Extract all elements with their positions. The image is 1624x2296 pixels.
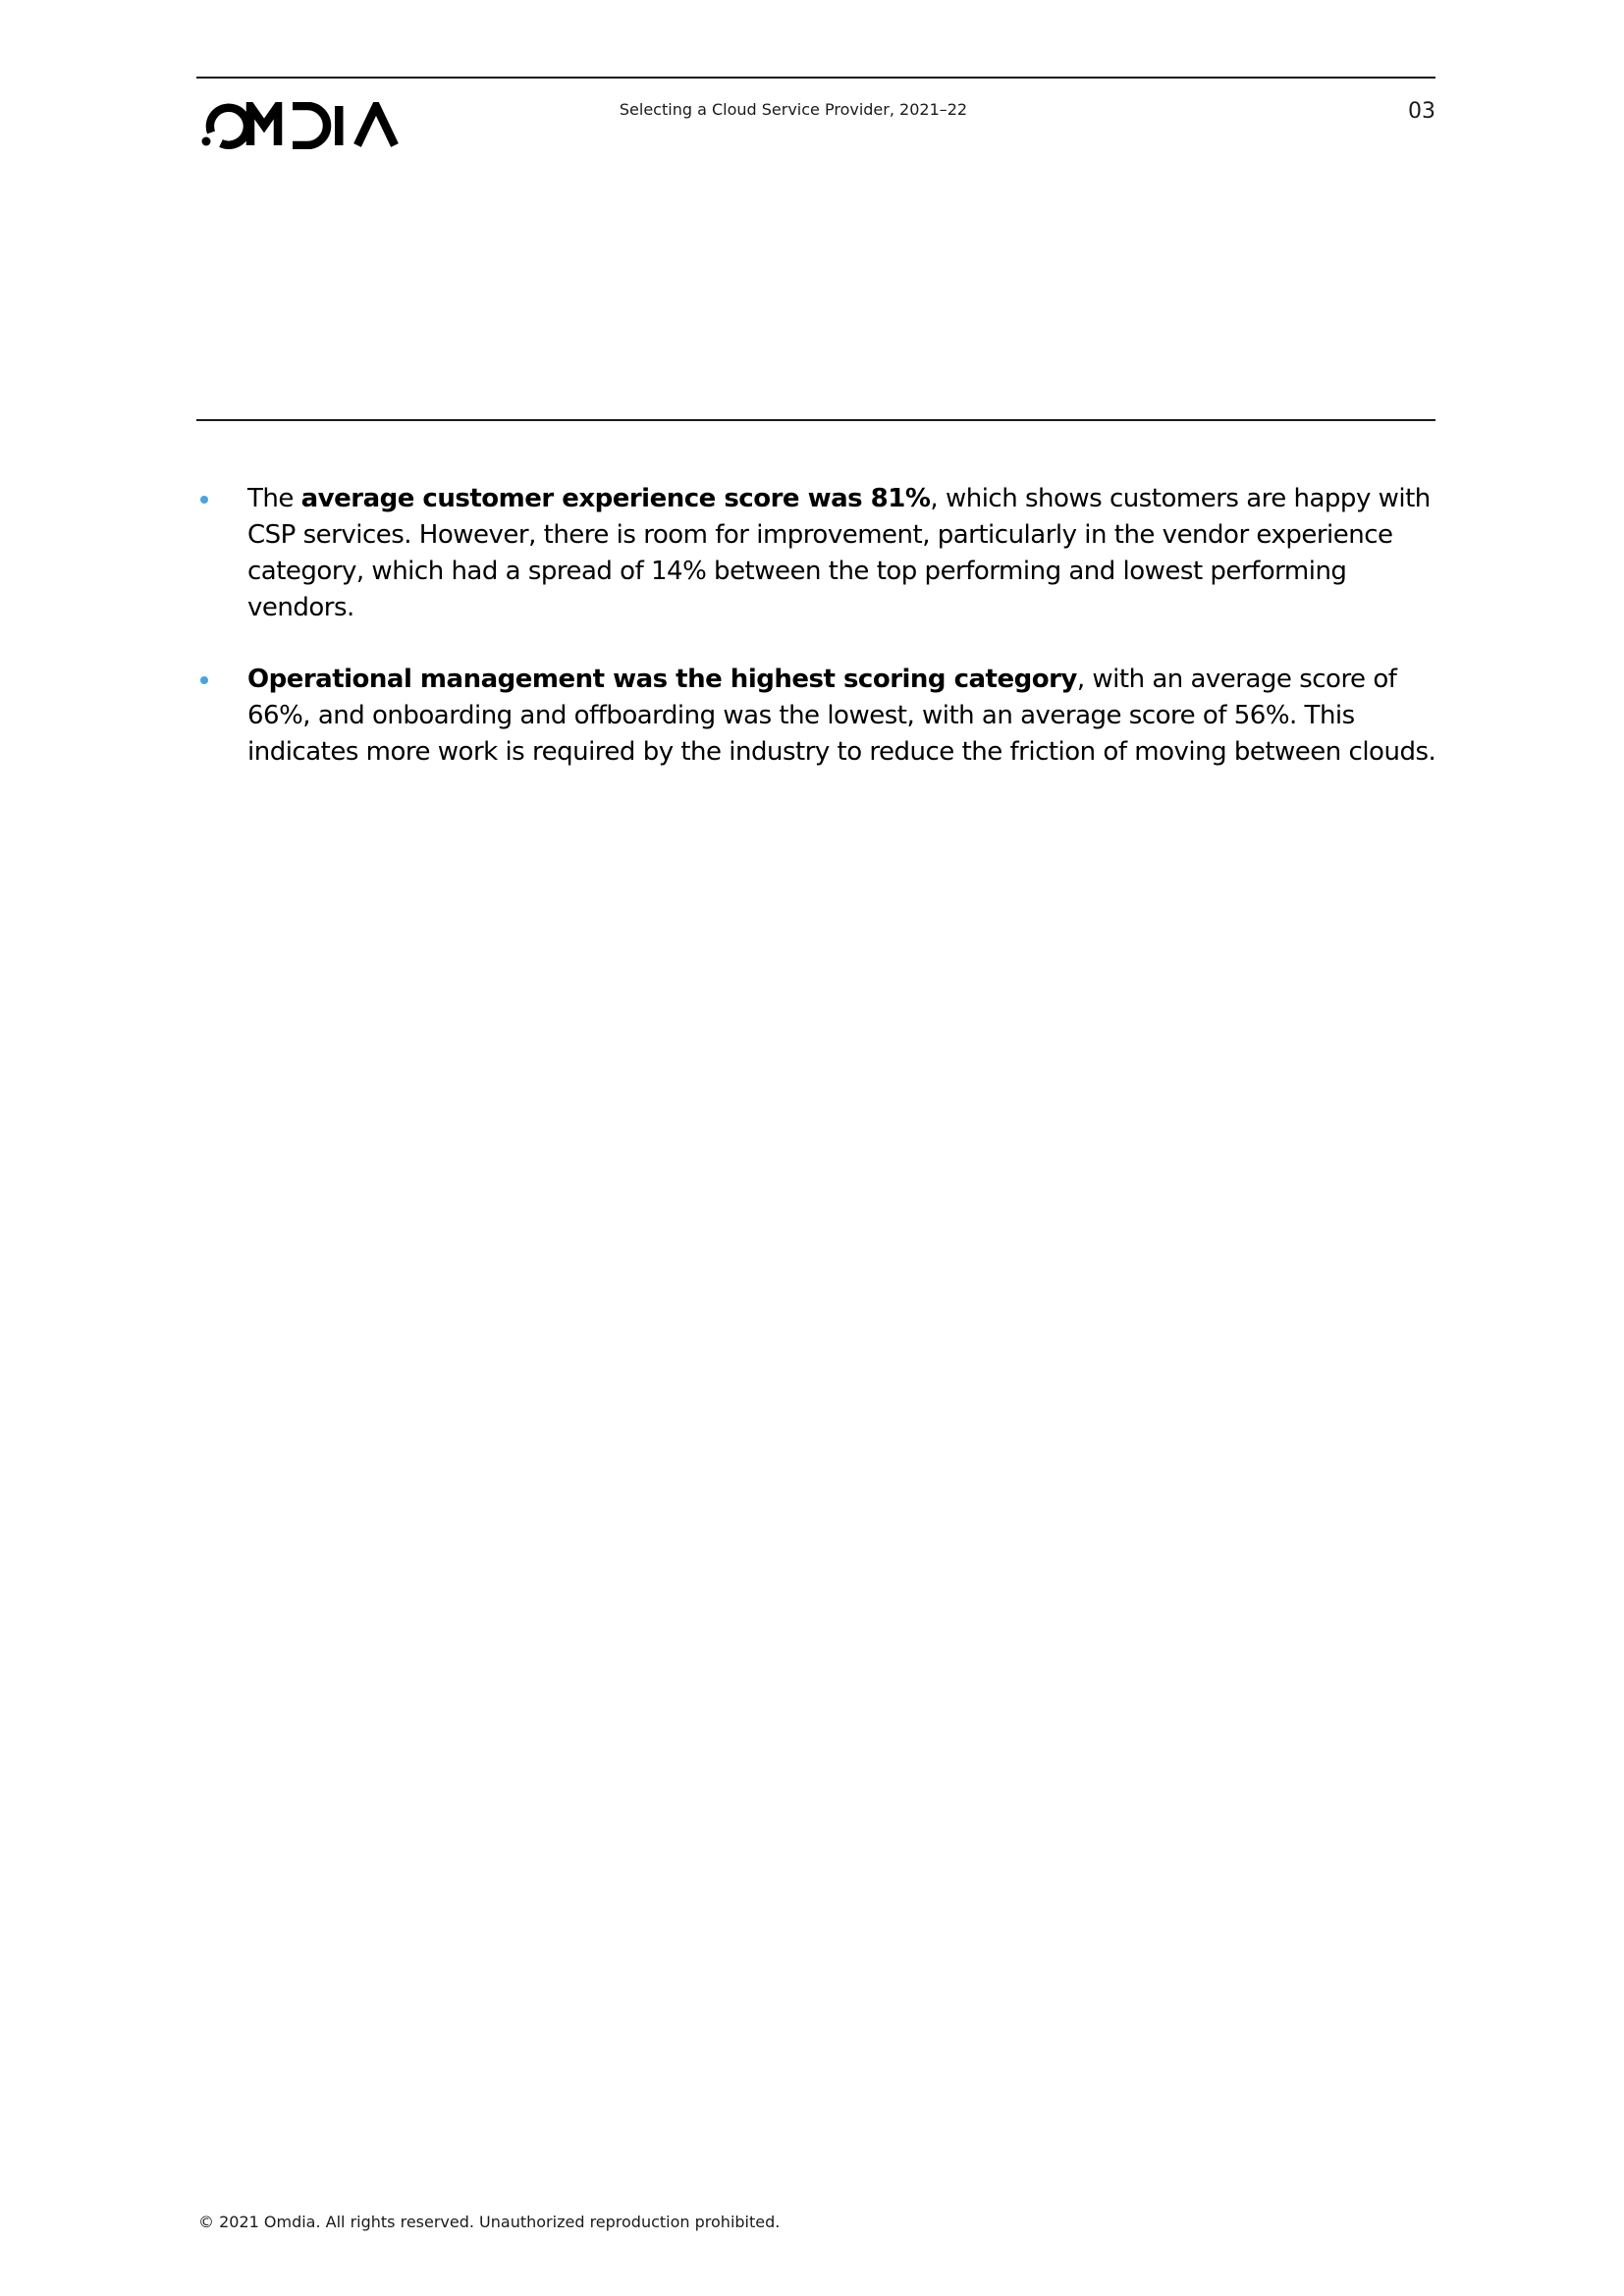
copyright-footer: © 2021 Omdia. All rights reserved. Unauthorized reproduction prohibited. xyxy=(198,2213,781,2231)
list-item xyxy=(196,481,1443,626)
omdia-logo xyxy=(199,102,417,149)
key-findings-list xyxy=(196,481,1443,806)
bullet-text: The average customer experience score was 81%, which shows customers are happy with CSP services. However, there is room for improvement, particularly in the vendor experience category, which had a spread of 14% between the top performing and lowest performing vendors. xyxy=(247,484,1431,622)
document-title: Selecting a Cloud Service Provider, 2021–22 xyxy=(619,100,968,119)
list-item xyxy=(196,662,1443,771)
bullet-emphasis: Operational management was the highest scoring category xyxy=(247,665,1077,694)
bullet-text: Operational management was the highest scoring category, with an average score of 66%, and onboarding and offboarding was the lowest, with an average score of 56%. This indicates more work is required by the industry to reduce the friction of moving between clouds. xyxy=(247,665,1436,767)
bullet-dot-icon xyxy=(200,676,208,684)
header-top-rule xyxy=(196,77,1435,79)
bullet-dot-icon xyxy=(200,496,208,504)
bullet-emphasis: average customer experience score was 81% xyxy=(300,484,931,513)
section-divider-rule xyxy=(196,419,1435,421)
page-number: 03 xyxy=(1408,99,1435,124)
